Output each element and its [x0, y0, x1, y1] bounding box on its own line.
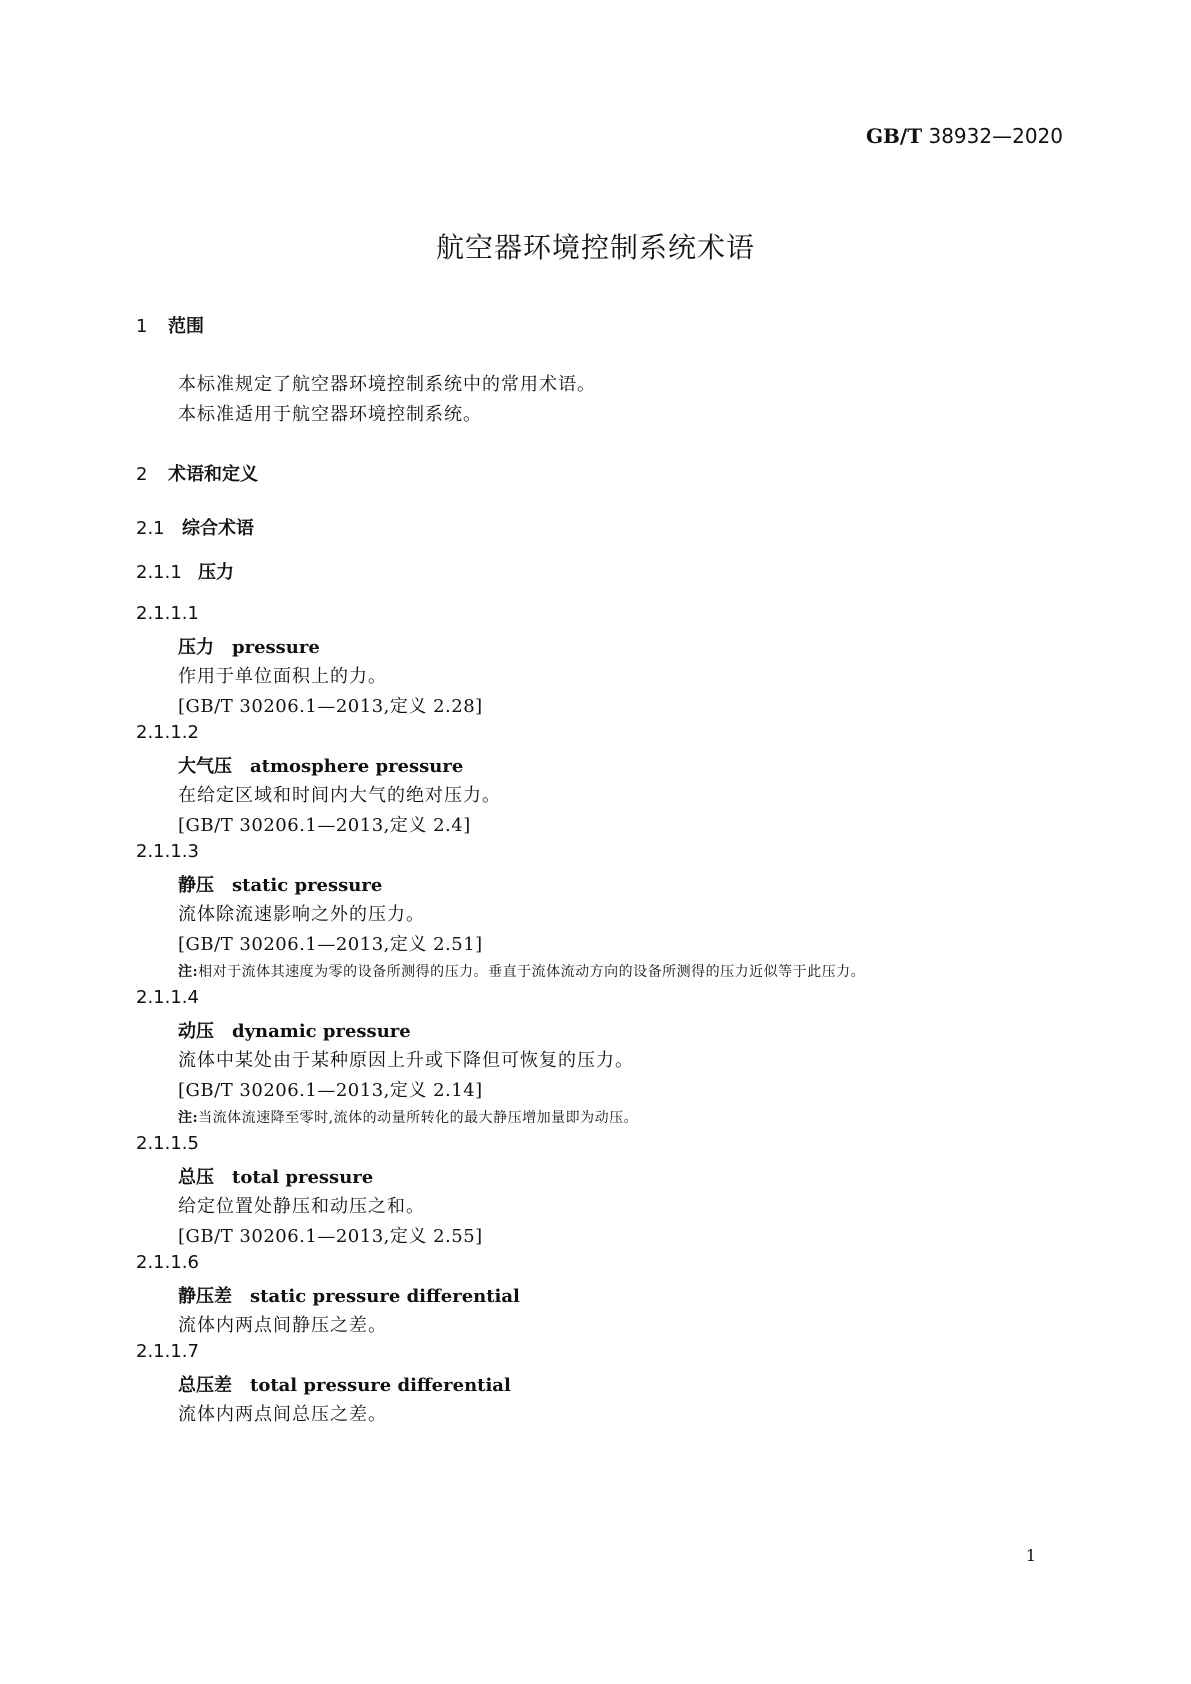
- section-number: 2.1.1: [136, 562, 182, 583]
- term-number: 2.1.1.5: [136, 1133, 199, 1154]
- section-2-heading: [136, 460, 258, 486]
- term-definition: 流体中某处由于某种原因上升或下降但可恢复的压力。: [178, 1050, 634, 1071]
- section-number: 1: [136, 316, 148, 337]
- term-number: 2.1.1.7: [136, 1341, 199, 1362]
- section-2-1-1-heading: [136, 558, 234, 584]
- term-heading: [178, 1371, 511, 1397]
- term-heading: [178, 1163, 373, 1189]
- term-number: 2.1.1.2: [136, 722, 199, 743]
- term-en: static pressure differential: [250, 1286, 520, 1307]
- section-title: 术语和定义: [168, 464, 258, 485]
- term-heading: [178, 752, 463, 778]
- note-text: 当流体流速降至零时,流体的动量所转化的最大静压增加量即为动压。: [198, 1110, 639, 1126]
- standard-code-prefix: GB/T: [865, 124, 923, 148]
- term-definition: 给定位置处静压和动压之和。: [178, 1196, 425, 1217]
- term-note: [178, 961, 865, 981]
- term-zh: 总压: [178, 1167, 214, 1188]
- scope-paragraph: 本标准规定了航空器环境控制系统中的常用术语。: [178, 374, 596, 395]
- term-definition: 在给定区域和时间内大气的绝对压力。: [178, 785, 501, 806]
- page-number: 1: [1025, 1546, 1036, 1565]
- standard-code-number: 38932—2020: [928, 124, 1063, 148]
- note-label: 注:: [178, 1110, 199, 1126]
- term-zh: 大气压: [178, 756, 232, 777]
- term-zh: 总压差: [178, 1375, 232, 1396]
- term-definition: 流体内两点间静压之差。: [178, 1315, 387, 1336]
- term-number: 2.1.1.1: [136, 603, 199, 624]
- term-zh: 压力: [178, 637, 214, 658]
- term-definition: 流体内两点间总压之差。: [178, 1404, 387, 1425]
- section-number: 2.1: [136, 518, 165, 539]
- term-heading: [178, 1017, 411, 1043]
- term-number: 2.1.1.6: [136, 1252, 199, 1273]
- term-en: static pressure: [232, 875, 383, 896]
- term-source: [GB/T 30206.1—2013,定义 2.28]: [178, 696, 483, 717]
- term-heading: [178, 871, 382, 897]
- term-en: dynamic pressure: [232, 1021, 411, 1042]
- section-title: 压力: [198, 562, 234, 583]
- term-en: atmosphere pressure: [250, 756, 464, 777]
- section-1-heading: [136, 312, 204, 338]
- term-zh: 静压: [178, 875, 214, 896]
- term-definition: 流体除流速影响之外的压力。: [178, 904, 425, 925]
- term-en: total pressure: [232, 1167, 374, 1188]
- term-definition: 作用于单位面积上的力。: [178, 666, 387, 687]
- section-number: 2: [136, 464, 148, 485]
- term-en: total pressure differential: [250, 1375, 511, 1396]
- term-heading: [178, 633, 320, 659]
- term-source: [GB/T 30206.1—2013,定义 2.51]: [178, 934, 483, 955]
- document-title: 航空器环境控制系统术语: [435, 231, 755, 264]
- section-2-1-heading: [136, 514, 254, 540]
- term-source: [GB/T 30206.1—2013,定义 2.55]: [178, 1226, 483, 1247]
- term-zh: 静压差: [178, 1286, 232, 1307]
- term-number: 2.1.1.4: [136, 987, 199, 1008]
- section-title: 综合术语: [182, 518, 254, 539]
- term-note: [178, 1107, 638, 1127]
- term-number: 2.1.1.3: [136, 841, 199, 862]
- scope-paragraph: 本标准适用于航空器环境控制系统。: [178, 404, 482, 425]
- term-source: [GB/T 30206.1—2013,定义 2.14]: [178, 1080, 483, 1101]
- term-en: pressure: [232, 637, 320, 658]
- note-label: 注:: [178, 964, 199, 980]
- term-source: [GB/T 30206.1—2013,定义 2.4]: [178, 815, 471, 836]
- standard-code: [0, 124, 1063, 148]
- term-zh: 动压: [178, 1021, 214, 1042]
- section-title: 范围: [168, 316, 204, 337]
- term-heading: [178, 1282, 520, 1308]
- note-text: 相对于流体其速度为零的设备所测得的压力。垂直于流体流动方向的设备所测得的压力近似等于此压力。: [198, 964, 866, 980]
